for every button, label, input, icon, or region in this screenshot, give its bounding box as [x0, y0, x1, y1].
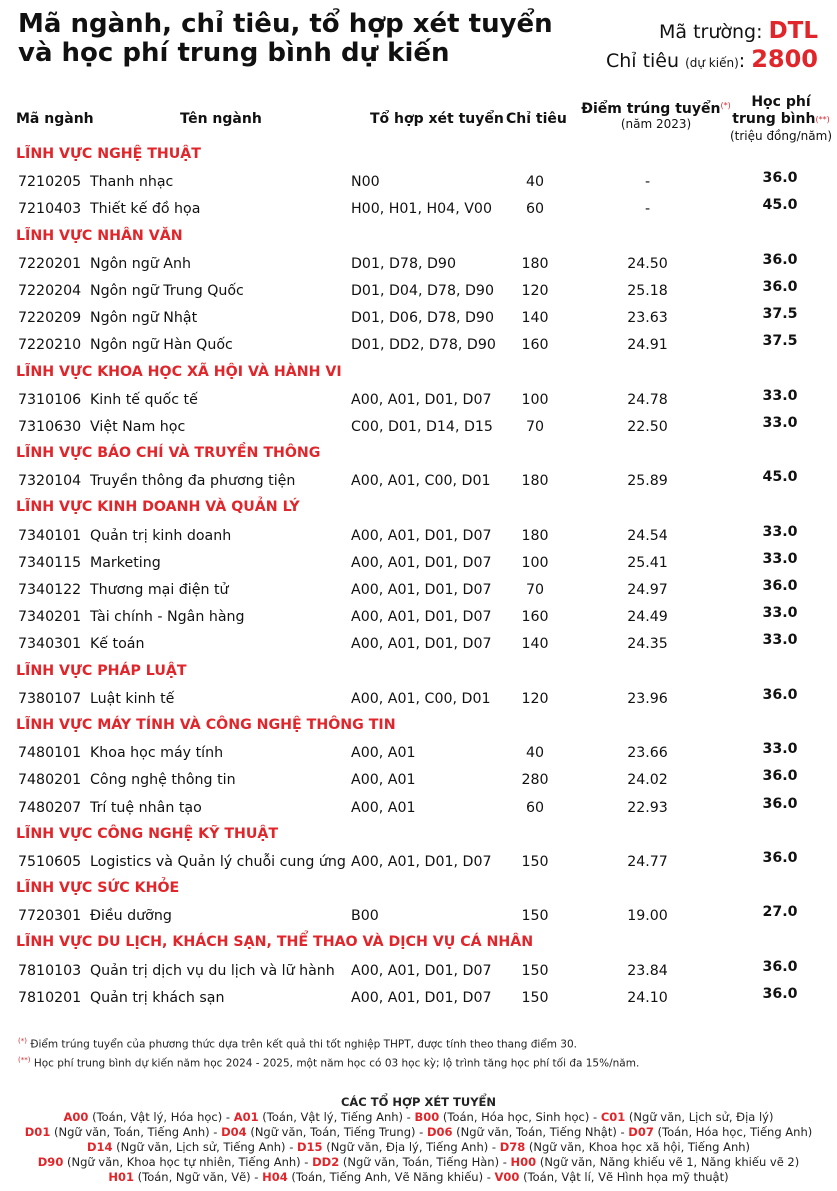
title-line-2: và học phí trung bình dự kiến — [18, 38, 450, 68]
cell-quota: 180 — [521, 527, 549, 544]
cell-quota: 60 — [525, 201, 545, 218]
cell-combo: N00 — [351, 174, 380, 191]
cell-code: 7210403 — [18, 201, 82, 218]
cell-fee: 36.0 — [762, 686, 798, 703]
legend-desc: (Toán, Vật lý, Tiếng Anh) - — [258, 1110, 415, 1124]
cell-score: 25.41 — [627, 554, 668, 571]
section-title: LĨNH VỰC PHÁP LUẬT — [16, 662, 187, 679]
table-row — [0, 959, 837, 986]
cell-fee: 33.0 — [762, 605, 798, 622]
section-header — [0, 877, 837, 904]
legend-code: D90 — [37, 1155, 64, 1169]
legend-code: D01 — [24, 1125, 51, 1139]
cell-name: Thiết kế đồ họa — [90, 201, 201, 218]
table-row — [0, 197, 837, 224]
footnote-2 — [18, 1053, 639, 1072]
table-row — [0, 632, 837, 659]
cell-score: 24.02 — [627, 772, 668, 789]
cell-quota: 40 — [525, 174, 545, 191]
legend-desc: (Ngữ văn, Toán, Tiếng Anh) - — [50, 1125, 222, 1139]
cell-fee: 37.5 — [762, 333, 798, 350]
school-code: DTL — [768, 18, 818, 44]
col-combo: Tổ hợp xét tuyển — [370, 111, 504, 127]
cell-fee: 33.0 — [762, 550, 798, 567]
section-header — [0, 496, 837, 523]
cell-code: 7480101 — [18, 745, 82, 762]
quota-colon: : — [738, 50, 746, 72]
col-score-label: Điểm trúng tuyển — [581, 101, 721, 117]
cell-combo: A00, A01 — [351, 799, 416, 816]
cell-code: 7810201 — [18, 989, 82, 1006]
cell-fee: 33.0 — [762, 414, 798, 431]
legend-desc: (Ngữ văn, Toán, Tiếng Hàn) - — [339, 1155, 511, 1169]
cell-code: 7340301 — [18, 636, 82, 653]
cell-score: 24.78 — [627, 391, 668, 408]
table-row — [0, 551, 837, 578]
legend-desc: (Ngữ văn, Lịch sử, Địa lý) — [625, 1110, 774, 1124]
cell-fee: 36.0 — [762, 170, 798, 187]
cell-code: 7310106 — [18, 391, 82, 408]
cell-fee: 27.0 — [762, 904, 798, 921]
cell-score: 24.97 — [627, 582, 668, 598]
cell-score: 25.89 — [627, 473, 668, 490]
quota-note: (dự kiến) — [685, 56, 739, 70]
cell-combo: A00, A01, D01, D07 — [351, 989, 492, 1006]
admission-table — [0, 143, 837, 1013]
legend-desc: (Toán, Ngữ văn, Vẽ) - — [134, 1170, 263, 1184]
cell-fee: 36.0 — [762, 795, 798, 812]
cell-quota: 70 — [525, 418, 545, 435]
cell-quota: 140 — [521, 636, 549, 653]
cell-name: Ngôn ngữ Nhật — [90, 310, 198, 327]
cell-fee: 36.0 — [762, 768, 798, 785]
footnote-1-text: Điểm trúng tuyển của phương thức dựa trên kết quả thi tốt nghiệp THPT, được tính theo thang điểm 30. — [30, 1038, 578, 1051]
title-line-1: Mã ngành, chỉ tiêu, tổ hợp xét tuyển — [18, 9, 553, 39]
legend-code: DD2 — [312, 1155, 340, 1169]
school-code-label: Mã trường: — [659, 21, 763, 43]
cell-name: Điều dưỡng — [90, 908, 172, 925]
cell-score: 24.10 — [627, 989, 668, 1006]
cell-combo: H00, H01, H04, V00 — [351, 201, 492, 218]
cell-name: Trí tuệ nhân tạo — [90, 799, 202, 816]
cell-combo: A00, A01, D01, D07 — [351, 962, 492, 979]
footnote-2-mark: (**) — [18, 1055, 31, 1064]
cell-score: 22.50 — [627, 418, 668, 435]
section-header — [0, 931, 837, 958]
cell-quota: 160 — [521, 609, 549, 626]
quota-total: 2800 — [751, 45, 818, 73]
legend-code: D04 — [221, 1125, 247, 1139]
legend-code: C01 — [600, 1110, 626, 1124]
section-header — [0, 823, 837, 850]
cell-code: 7340122 — [18, 582, 82, 598]
legend-desc: (Ngữ văn, Địa lý, Tiếng Anh) - — [322, 1140, 500, 1154]
section-title: LĨNH VỰC NHÂN VĂN — [16, 227, 183, 244]
cell-name: Tài chính - Ngân hàng — [90, 609, 245, 626]
legend-code: H01 — [108, 1170, 135, 1184]
cell-code: 7810103 — [18, 962, 82, 979]
cell-quota: 180 — [521, 473, 549, 490]
col-score-sub: (năm 2023) — [620, 117, 692, 131]
legend-lines — [0, 1110, 837, 1185]
cell-name: Luật kinh tế — [90, 690, 175, 707]
combination-legend — [0, 1095, 837, 1185]
cell-code: 7510605 — [18, 853, 82, 870]
cell-quota: 160 — [521, 337, 549, 354]
cell-name: Marketing — [90, 554, 161, 571]
cell-code: 7210205 — [18, 174, 82, 191]
cell-combo: A00, A01, D01, D07 — [351, 527, 492, 544]
legend-desc: (Ngữ văn, Năng khiếu vẽ 1, Năng khiếu vẽ 2) — [536, 1155, 800, 1169]
cell-score: 23.66 — [627, 745, 668, 762]
footnotes — [18, 1034, 639, 1071]
cell-score: 24.91 — [627, 337, 668, 354]
section-title: LĨNH VỰC MÁY TÍNH VÀ CÔNG NGHỆ THÔNG TIN — [16, 716, 396, 733]
cell-code: 7720301 — [18, 908, 82, 925]
legend-desc: (Toán, Vật lý, Hóa học) - — [88, 1110, 234, 1124]
cell-combo: D01, D04, D78, D90 — [351, 282, 494, 299]
cell-score: 23.84 — [627, 962, 668, 979]
school-info — [606, 18, 818, 77]
col-fee — [722, 94, 837, 145]
cell-fee: 45.0 — [762, 469, 798, 486]
cell-fee: 33.0 — [762, 387, 798, 404]
col-code: Mã ngành — [16, 111, 94, 127]
section-title: LĨNH VỰC KHOA HỌC XÃ HỘI VÀ HÀNH VI — [16, 363, 342, 380]
cell-combo: A00, A01, D01, D07 — [351, 853, 492, 870]
cell-combo: A00, A01, D01, D07 — [351, 554, 492, 571]
cell-code: 7340201 — [18, 609, 82, 626]
section-title: LĨNH VỰC CÔNG NGHỆ KỸ THUẬT — [16, 825, 279, 842]
cell-combo: A00, A01 — [351, 772, 416, 789]
legend-line — [0, 1110, 837, 1125]
cell-score: 24.50 — [627, 255, 668, 272]
cell-quota: 180 — [521, 255, 549, 272]
cell-quota: 150 — [521, 908, 549, 925]
col-score-sup: (*) — [720, 101, 731, 110]
cell-name: Việt Nam học — [90, 418, 186, 435]
table-row — [0, 741, 837, 768]
col-quota: Chỉ tiêu — [506, 111, 567, 127]
cell-name: Quản trị dịch vụ du lịch và lữ hành — [90, 962, 335, 979]
section-title: LĨNH VỰC DU LỊCH, KHÁCH SẠN, THỂ THAO VÀ DỊCH VỤ CÁ NHÂN — [16, 934, 534, 951]
cell-fee: 36.0 — [762, 278, 798, 295]
legend-code: D15 — [297, 1140, 323, 1154]
cell-code: 7310630 — [18, 418, 82, 435]
legend-code: D06 — [426, 1125, 453, 1139]
cell-code: 7480201 — [18, 772, 82, 789]
cell-combo: A00, A01, D01, D07 — [351, 609, 492, 626]
cell-combo: B00 — [351, 908, 379, 925]
cell-quota: 100 — [521, 391, 549, 408]
cell-name: Kinh tế quốc tế — [90, 391, 198, 408]
cell-quota: 150 — [521, 853, 549, 870]
legend-desc: (Toán, Vật lí, Vẽ Hình họa mỹ thuật) — [519, 1170, 729, 1184]
cell-quota: 60 — [525, 799, 545, 816]
header — [18, 10, 818, 80]
legend-code: H00 — [510, 1155, 537, 1169]
legend-desc: (Toán, Hóa học, Tiếng Anh) — [653, 1125, 813, 1139]
page-title — [18, 10, 553, 68]
table-row — [0, 388, 837, 415]
cell-fee: 33.0 — [762, 741, 798, 758]
cell-name: Ngôn ngữ Anh — [90, 255, 191, 272]
legend-line — [0, 1170, 837, 1185]
cell-code: 7380107 — [18, 690, 82, 707]
cell-score: 25.18 — [627, 282, 668, 299]
cell-fee: 36.0 — [762, 985, 798, 1002]
section-header — [0, 660, 837, 687]
legend-code: D78 — [499, 1140, 526, 1154]
table-row — [0, 306, 837, 333]
cell-score: 24.35 — [627, 636, 668, 653]
footnote-1 — [18, 1034, 639, 1053]
legend-line — [0, 1155, 837, 1170]
legend-title: CÁC TỔ HỢP XÉT TUYỂN — [340, 1095, 497, 1109]
cell-code: 7220210 — [18, 337, 82, 354]
cell-fee: 36.0 — [762, 958, 798, 975]
cell-name: Kế toán — [90, 636, 145, 653]
cell-combo: D01, D78, D90 — [351, 255, 456, 272]
table-row — [0, 904, 837, 931]
cell-quota: 70 — [525, 582, 545, 598]
cell-quota: 150 — [521, 989, 549, 1006]
section-title: LĨNH VỰC BÁO CHÍ VÀ TRUYỀN THÔNG — [16, 445, 321, 462]
legend-line — [0, 1140, 837, 1155]
table-row — [0, 415, 837, 442]
cell-code: 7220204 — [18, 282, 82, 299]
table-row — [0, 333, 837, 360]
cell-name: Truyền thông đa phương tiện — [90, 473, 296, 490]
cell-score: - — [644, 201, 651, 218]
table-row — [0, 279, 837, 306]
cell-quota: 140 — [521, 310, 549, 327]
legend-code: A00 — [63, 1110, 89, 1124]
legend-line — [0, 1125, 837, 1140]
quota-label: Chỉ tiêu — [605, 50, 680, 72]
legend-desc: (Ngữ văn, Khoa học tự nhiên, Tiếng Anh) - — [63, 1155, 313, 1169]
cell-name: Ngôn ngữ Trung Quốc — [90, 282, 244, 299]
cell-fee: 36.0 — [762, 251, 798, 268]
table-row — [0, 578, 837, 605]
table-row — [0, 687, 837, 714]
cell-name: Quản trị khách sạn — [90, 989, 225, 1006]
table-row — [0, 170, 837, 197]
table-row — [0, 796, 837, 823]
cell-name: Khoa học máy tính — [90, 745, 224, 762]
section-header — [0, 143, 837, 170]
cell-code: 7340115 — [18, 554, 82, 571]
cell-quota: 150 — [521, 962, 549, 979]
footnote-2-text: Học phí trung bình dự kiến năm học 2024 - 2025, một năm học có 03 học kỳ; lộ trình tăng học phí tối đa 15%/năm. — [33, 1057, 640, 1069]
cell-score: 24.54 — [627, 527, 668, 544]
table-row — [0, 524, 837, 551]
cell-fee: 36.0 — [762, 578, 798, 594]
legend-desc: (Ngữ văn, Khoa học xã hội, Tiếng Anh) — [525, 1140, 751, 1154]
cell-quota: 120 — [521, 282, 549, 299]
cell-score: 23.96 — [627, 690, 668, 707]
legend-code: V00 — [494, 1170, 520, 1184]
footnote-1-mark: (*) — [18, 1037, 27, 1045]
legend-desc: (Toán, Hóa học, Sinh học) - — [439, 1110, 601, 1124]
cell-fee: 37.5 — [762, 306, 798, 323]
cell-fee: 36.0 — [762, 849, 798, 866]
col-score — [576, 101, 736, 131]
legend-code: H04 — [262, 1170, 288, 1184]
cell-fee: 33.0 — [762, 632, 798, 649]
cell-combo: A00, A01 — [351, 745, 416, 762]
cell-name: Logistics và Quản lý chuỗi cung ứng — [90, 853, 346, 870]
col-fee-line1: Học phí — [751, 94, 811, 110]
section-header — [0, 442, 837, 469]
cell-fee: 33.0 — [762, 523, 798, 540]
section-title: LĨNH VỰC SỨC KHỎE — [16, 880, 180, 897]
cell-code: 7320104 — [18, 473, 82, 490]
cell-code: 7340101 — [18, 527, 82, 544]
cell-code: 7480207 — [18, 799, 82, 816]
cell-fee: 45.0 — [762, 197, 798, 214]
table-row — [0, 469, 837, 496]
legend-desc: (Toán, Tiếng Anh, Vẽ Năng khiếu) - — [287, 1170, 495, 1184]
cell-combo: A00, A01, D01, D07 — [351, 582, 492, 598]
col-fee-line2: trung bình — [732, 111, 816, 127]
col-name: Tên ngành — [180, 111, 262, 127]
cell-code: 7220201 — [18, 255, 82, 272]
cell-combo: A00, A01, D01, D07 — [351, 391, 492, 408]
table-row — [0, 252, 837, 279]
cell-combo: A00, A01, D01, D07 — [351, 636, 492, 653]
cell-code: 7220209 — [18, 310, 82, 327]
legend-desc: (Ngữ văn, Lịch sử, Tiếng Anh) - — [112, 1140, 297, 1154]
cell-name: Ngôn ngữ Hàn Quốc — [90, 337, 233, 354]
section-title: LĨNH VỰC KINH DOANH VÀ QUẢN LÝ — [16, 499, 300, 516]
table-row — [0, 768, 837, 795]
cell-score: 24.77 — [627, 853, 668, 870]
cell-combo: D01, DD2, D78, D90 — [351, 337, 496, 354]
cell-score: 24.49 — [627, 609, 668, 626]
table-header — [0, 92, 837, 146]
cell-score: 22.93 — [627, 799, 668, 816]
legend-code: D14 — [86, 1140, 113, 1154]
cell-name: Quản trị kinh doanh — [90, 527, 232, 544]
cell-combo: D01, D06, D78, D90 — [351, 310, 494, 327]
cell-score: 23.63 — [627, 310, 668, 327]
section-title: LĨNH VỰC NGHỆ THUẬT — [16, 146, 201, 162]
cell-score: 19.00 — [627, 908, 668, 925]
table-row — [0, 986, 837, 1013]
col-fee-sub: (triệu đồng/năm) — [729, 129, 832, 143]
table-row — [0, 605, 837, 632]
cell-quota: 280 — [521, 772, 549, 789]
legend-code: A01 — [233, 1110, 259, 1124]
legend-code: D07 — [628, 1125, 654, 1139]
cell-combo: A00, A01, C00, D01 — [351, 473, 491, 490]
cell-quota: 120 — [521, 690, 549, 707]
section-header — [0, 225, 837, 252]
legend-code: B00 — [414, 1110, 440, 1124]
section-header — [0, 714, 837, 741]
cell-name: Thanh nhạc — [90, 174, 174, 191]
table-row — [0, 850, 837, 877]
cell-combo: C00, D01, D14, D15 — [351, 418, 493, 435]
section-header — [0, 361, 837, 388]
cell-quota: 40 — [525, 745, 545, 762]
cell-score: - — [644, 174, 651, 191]
legend-desc: (Ngữ văn, Toán, Tiếng Trung) - — [246, 1125, 427, 1139]
cell-quota: 100 — [521, 554, 549, 571]
legend-desc: (Ngữ văn, Toán, Tiếng Nhật) - — [452, 1125, 629, 1139]
cell-name: Công nghệ thông tin — [90, 772, 236, 789]
cell-combo: A00, A01, C00, D01 — [351, 690, 491, 707]
cell-name: Thương mại điện tử — [90, 582, 229, 598]
col-fee-sup: (**) — [815, 115, 830, 124]
